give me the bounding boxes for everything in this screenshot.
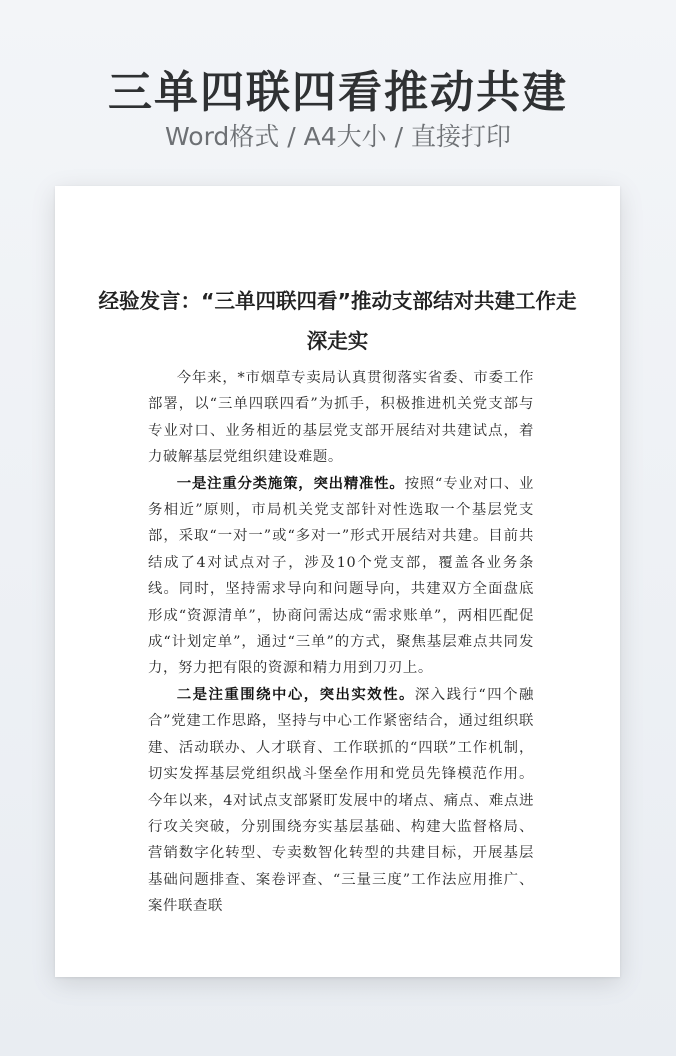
document-title: 经验发言：“三单四联四看”推动支部结对共建工作走深走实: [98, 289, 577, 353]
paragraph-text: 今年来，*市烟草专卖局认真贯彻落实省委、市委工作部署，以“三单四联四看”为抓手，积极推进机关党支部与专业对口、业务相近的基层党支部开展结对共建试点，着力破解基层党组织建设难题。: [148, 370, 534, 466]
paragraph-lead: 一是注重分类施策，突出精准性。: [176, 475, 405, 492]
banner-title: 三单四联四看推动共建: [108, 67, 568, 118]
document-body: [148, 365, 534, 920]
paragraph-lead: 二是注重围绕中心，突出实效性。: [176, 686, 415, 703]
paragraph-text: 按照“专业对口、业务相近”原则，市局机关党支部针对性选取一个基层党支部，采取“一对一”或“多对一”形式开展结对共建。目前共结成了4对试点对子，涉及10个党支部，覆盖各业务条线。同时，坚持需求导向和问题导向，共建双方全面盘底形成“资源清单”，协商问需达成“需求账单”，两相匹配促成“计划定单”，通过“三单”的方式，聚焦基层难点共同发力，努力把有限的资源和精力用到刀刃上。: [148, 475, 534, 677]
paragraph-intro: [148, 365, 534, 471]
document-page: [55, 186, 620, 977]
paragraph-point-one: [148, 471, 534, 682]
paragraph-text: 深入践行“四个融合”党建工作思路，坚持与中心工作紧密结合，通过组织联建、活动联办、人才联育、工作联抓的“四联”工作机制，切实发挥基层党组织战斗堡垒作用和党员先锋模范作用。今年以来，4对试点支部紧盯发展中的堵点、痛点、难点进行攻关突破，分别围绕夯实基层基础、构建大监督格局、营销数字化转型、专卖数智化转型的共建目标，开展基层基础问题排查、案卷评查、“三量三度”工作法应用推广、案件联查联: [148, 686, 534, 915]
paragraph-point-two: [148, 682, 534, 920]
banner-subtitle: Word格式 / A4大小 / 直接打印: [165, 122, 511, 151]
